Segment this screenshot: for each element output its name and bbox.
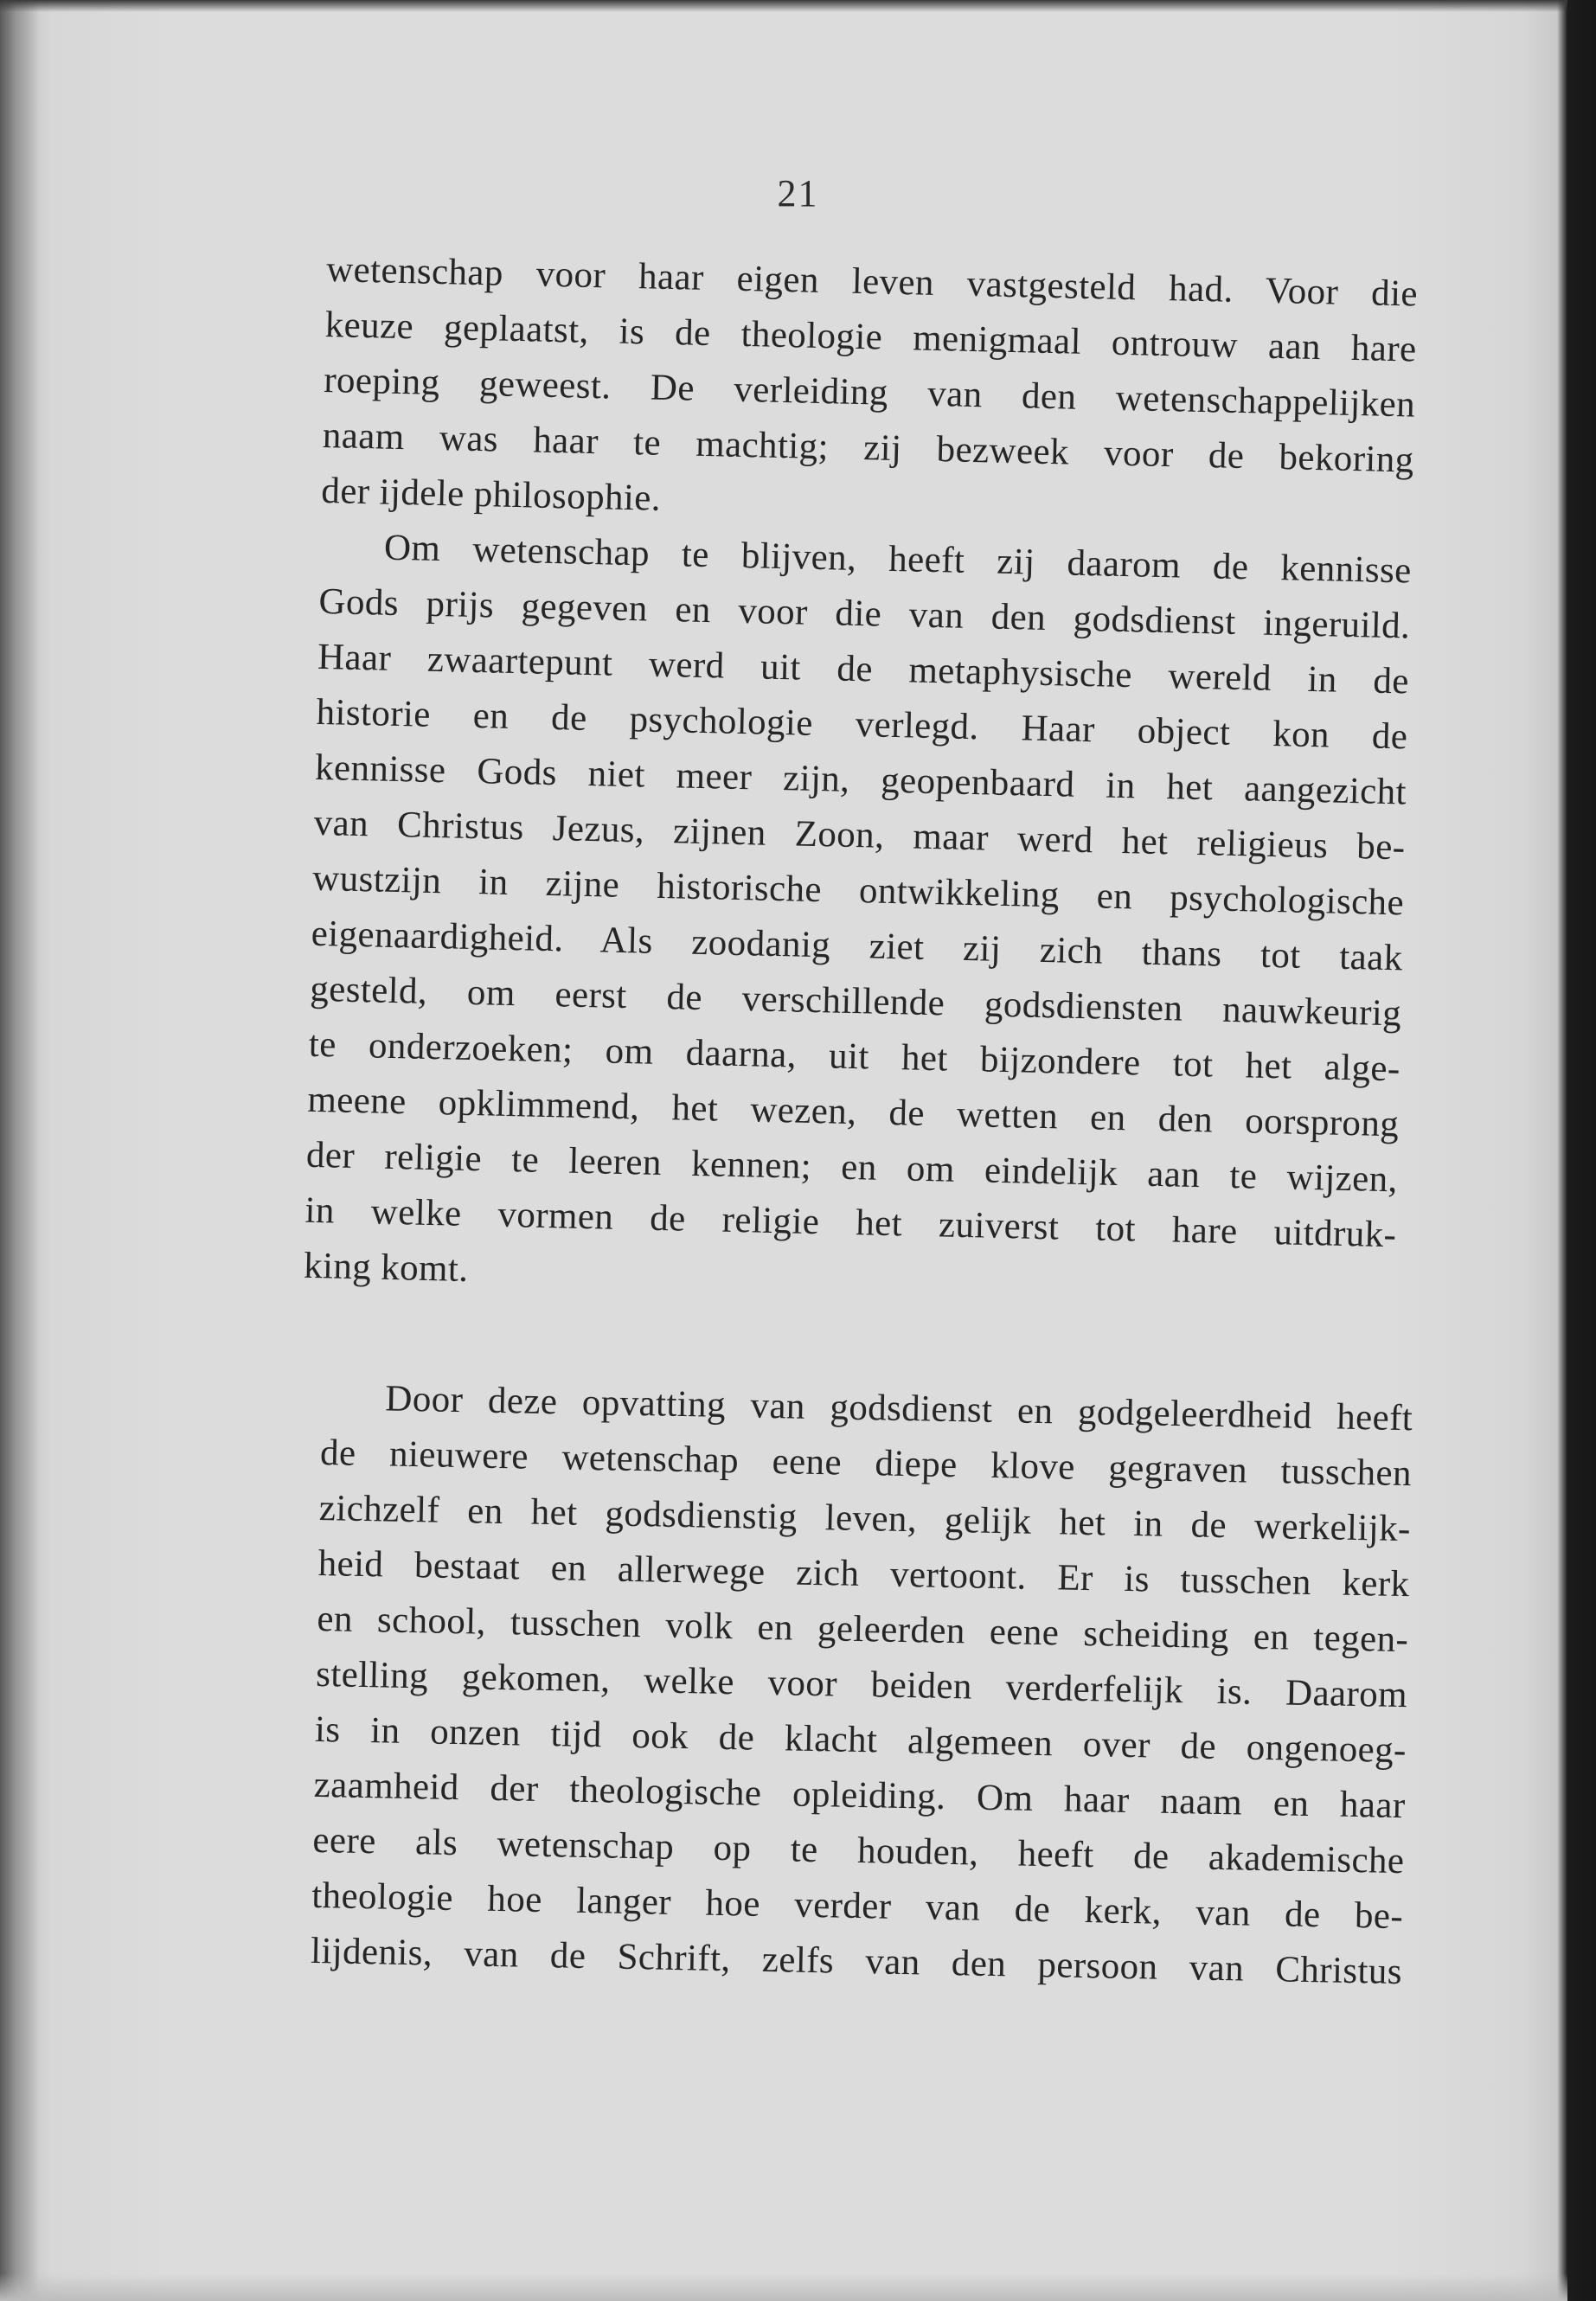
text-line: roeping geweest. De verleiding van den wetenschappelijken bbox=[323, 359, 1416, 426]
text-line: wetenschap voor haar eigen leven vastgesteld had. Voor die bbox=[325, 248, 1419, 315]
text-line: de nieuwere wetenschap eene diepe klove gegraven tusschen bbox=[319, 1432, 1413, 1495]
text-line: en school, tusschen volk en geleerden eene scheiding en tegen- bbox=[317, 1598, 1409, 1661]
text-block-lower bbox=[310, 1370, 1413, 2000]
text-line: Door deze opvatting van godsdienst en godgeleerdheid heeft bbox=[384, 1378, 1413, 1439]
text-line: eere als wetenschap op te houden, heeft de akademische bbox=[312, 1819, 1405, 1882]
text-line: gesteld, om eerst de verschillende godsdiensten nauwkeurig bbox=[309, 968, 1402, 1035]
text-line: heid bestaat en allerwege zich vertoont. Er is tusschen kerk bbox=[317, 1542, 1410, 1606]
top-edge-shadow bbox=[0, 0, 1567, 12]
text-line: eigenaardigheid. Als zoodanig ziet zij zich thans tot taak bbox=[311, 913, 1404, 979]
text-line: meene opklimmend, het wezen, de wetten en den oorsprong bbox=[306, 1079, 1400, 1145]
text-line: Om wetenschap te blijven, heeft zij daarom de kennisse bbox=[383, 527, 1413, 592]
text-line: van Christus Jezus, zijnen Zoon, maar werd het religieus be- bbox=[313, 802, 1406, 868]
text-line: king komt. bbox=[303, 1245, 469, 1291]
text-line: Gods prijs gegeven en voor die van den godsdienst ingeruild. bbox=[318, 580, 1411, 647]
bottom-edge bbox=[0, 2273, 1567, 2301]
text-line: der religie te leeren kennen; en om eindelijk aan te wijzen, bbox=[305, 1134, 1399, 1201]
text-line: zichzelf en het godsdienstig leven, gelijk het in de werkelijk- bbox=[318, 1487, 1412, 1550]
text-line: theologie hoe langer hoe verder van de kerk, van de be- bbox=[311, 1875, 1404, 1938]
text-line: kennisse Gods niet meer zijn, geopenbaard in het aangezicht bbox=[314, 747, 1407, 813]
text-line: der ijdele philosophie. bbox=[320, 470, 662, 519]
text-block-upper bbox=[303, 242, 1418, 1318]
paragraph bbox=[303, 519, 1412, 1318]
text-line: naam was haar te machtig; zij bezweek voor de bekoring bbox=[322, 414, 1415, 481]
text-line: in welke vormen de religie het zuiverst tot hare uitdruk- bbox=[304, 1189, 1397, 1256]
text-line: Haar zwaartepunt werd uit de metaphysische wereld in de bbox=[317, 636, 1410, 702]
text-line: is in onzen tijd ook de klacht algemeen over de ongenoeg- bbox=[314, 1708, 1407, 1772]
paragraph bbox=[321, 242, 1419, 544]
binding-shadow bbox=[0, 0, 39, 2301]
text-line: keuze geplaatst, is de theologie menigmaal ontrouw aan hare bbox=[324, 304, 1418, 370]
text-line: zaamheid der theologische opleiding. Om haar naam en haar bbox=[313, 1764, 1407, 1827]
text-line: te onderzoeken; om daarna, uit het bijzondere tot het alge- bbox=[308, 1023, 1401, 1090]
text-line: historie en de psychologie verlegd. Haar object kon de bbox=[316, 691, 1408, 758]
paragraph bbox=[310, 1370, 1413, 2000]
text-line: wustzijn in zijne historische ontwikkeling en psychologische bbox=[311, 857, 1405, 924]
text-line: stelling gekomen, welke voor beiden verderfelijk is. Daarom bbox=[315, 1653, 1408, 1716]
page-number: 21 bbox=[777, 172, 819, 215]
text-line: lijdenis, van de Schrift, zelfs van den persoon van Christus bbox=[310, 1930, 1403, 1993]
